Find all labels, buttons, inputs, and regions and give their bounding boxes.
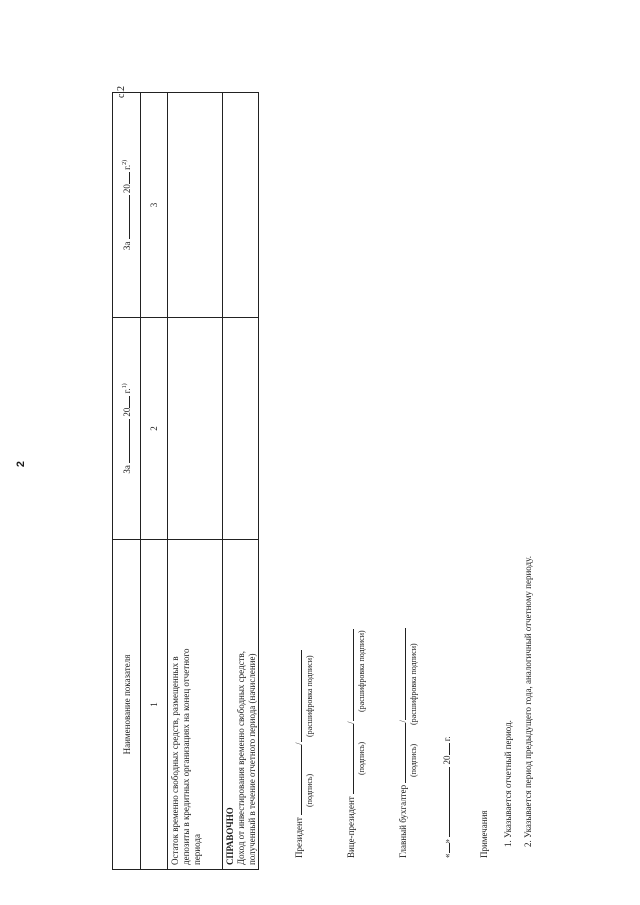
table-row-reference [223,93,259,870]
decoding-caption: (расшифровка подписи) [409,643,418,725]
value-cell [168,93,223,318]
table-row-balance [168,93,223,870]
year-blank [441,744,450,756]
decoding-line [345,629,354,721]
header-period-previous: За 20 г.$^{2)}$ [113,93,141,318]
reference-title: СПРАВОЧНО [225,807,235,865]
value-cell [223,318,259,540]
header-name-column: Наименование показателя [113,540,141,870]
signature-line [397,723,406,783]
year-blank [121,396,130,408]
notes-title: Примечания [479,810,489,858]
row-label-balance: Остаток временно свободных средств, размещенных в депозиты в кредитных организациях на конец отчетного периода [168,540,223,870]
footnote-mark-2: 2) [122,159,128,165]
indicator-table [112,92,259,870]
column-number-3: 3 [141,93,168,318]
signature-president: Президент / [293,650,304,858]
header-period-current: За 20 г.$^{1)}$ [113,318,141,540]
day-blank [441,844,450,854]
year-blank [121,172,130,184]
signature-line [345,724,354,794]
signature-date: «» 20 г. [442,736,452,858]
note-item: 1. Указывается отчетный период. [503,720,513,847]
sheet-label: с.2 [116,86,127,98]
value-cell [168,318,223,540]
signature-line [293,745,302,815]
value-cell [223,93,259,318]
signature-vice-president: Вице-президент / [345,629,356,858]
month-blank [441,767,450,837]
signature-caption: (подпись) [357,741,366,775]
footnote-mark-1: 1) [122,383,128,389]
decoding-caption: (расшифровка подписи) [305,655,314,737]
note-item: 2. Указывается период предыдущего года, аналогичный отчетному периоду. [523,556,533,847]
period-blank [121,195,130,239]
row-label-reference: СПРАВОЧНО Доход от инвестирования временно свободных средств, полученный в течение отчетного периода (начисление) [223,540,259,870]
column-number-1: 1 [141,540,168,870]
period-blank [121,419,130,463]
decoding-caption: (расшифровка подписи) [357,630,366,712]
decoding-line [293,650,302,742]
column-number-2: 2 [141,318,168,540]
page-number: 2 [15,460,27,468]
decoding-line [397,628,406,720]
signature-chief-accountant: Главный бухгалтер / [397,628,408,858]
signature-caption: (подпись) [305,773,314,807]
column-number-row [141,93,168,870]
signature-caption: (подпись) [409,743,418,777]
table-header-row [113,93,141,870]
